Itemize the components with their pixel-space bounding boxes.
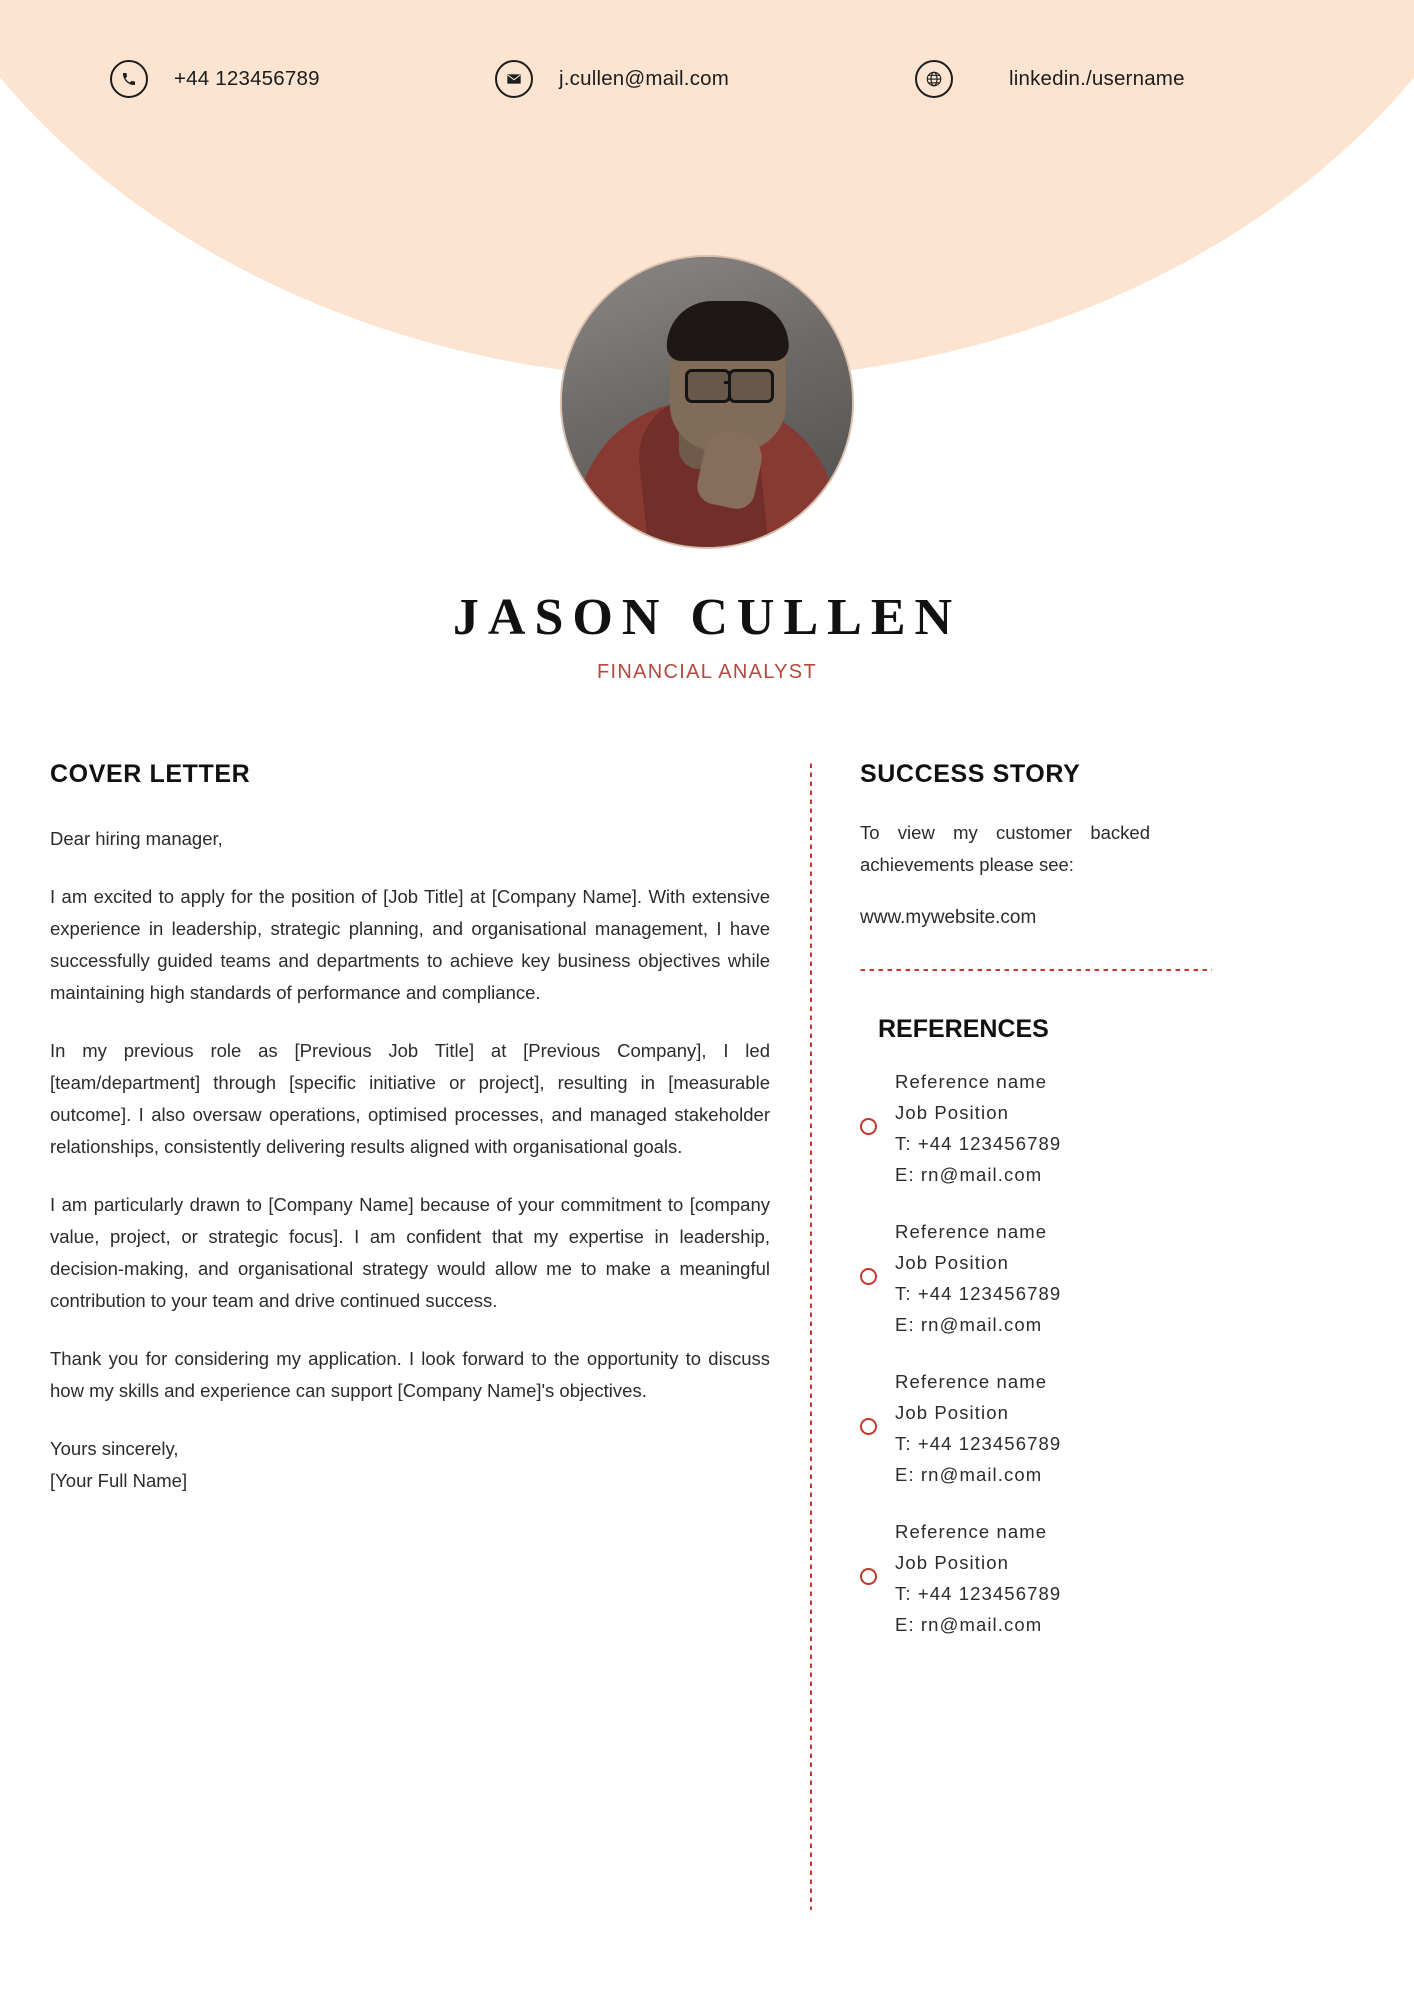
sidebar-column	[812, 760, 1364, 1910]
cover-letter-salutation: Dear hiring manager,	[50, 828, 223, 849]
phone-icon	[110, 60, 148, 98]
globe-icon	[915, 60, 953, 98]
bullet-icon	[860, 1118, 877, 1135]
reference-details	[895, 1216, 1061, 1340]
contact-email-text: j.cullen@mail.com	[559, 67, 730, 90]
contact-phone-text: +44 123456789	[174, 67, 320, 90]
success-story-website[interactable]: www.mywebsite.com	[860, 907, 1037, 928]
job-title: FINANCIAL ANALYST	[597, 661, 817, 683]
document-body	[0, 760, 1414, 1910]
reference-details	[895, 1516, 1061, 1640]
reference-name: Reference name	[895, 1521, 1048, 1542]
page-title: JASON CULLEN	[452, 589, 962, 646]
contact-website-text: linkedin./username	[1009, 67, 1185, 90]
photo-glasses-bridge	[724, 381, 730, 384]
cover-letter-signature: [Your Full Name]	[50, 1470, 188, 1491]
contact-item-email	[495, 60, 915, 98]
cover-letter-heading: COVER LETTER	[50, 760, 251, 788]
cover-letter-column	[50, 760, 810, 1910]
list-item	[860, 1366, 1364, 1490]
sidebar-divider	[860, 969, 1212, 971]
reference-phone: T: +44 123456789	[895, 1583, 1062, 1604]
reference-position: Job Position	[895, 1402, 1009, 1423]
reference-position: Job Position	[895, 1252, 1009, 1273]
reference-name: Reference name	[895, 1071, 1048, 1092]
reference-details	[895, 1366, 1061, 1490]
cover-letter-paragraph: In my previous role as [Previous Job Title] at [Previous Company], I led [team/department] through [specific initiative or project], resulting in [measurable outcome]. I also oversaw operations, optimised processes, and managed stakeholder relationships, consistently delivering results aligned with organisational goals.	[50, 1040, 770, 1157]
contact-bar	[0, 60, 1414, 98]
photo-glasses-left	[685, 369, 731, 403]
photo-glasses-right	[728, 369, 774, 403]
reference-email: E: rn@mail.com	[895, 1614, 1043, 1635]
envelope-icon	[495, 60, 533, 98]
bullet-icon	[860, 1268, 877, 1285]
bullet-icon	[860, 1568, 877, 1585]
portrait-photo	[562, 257, 852, 547]
list-item	[860, 1216, 1364, 1340]
cover-letter-paragraph: Thank you for considering my application. I look forward to the opportunity to discuss how my skills and experience can support [Company Name]'s objectives.	[50, 1348, 770, 1401]
success-story-text: To view my customer backed achievements please see:	[860, 822, 1150, 875]
cover-letter-paragraph: I am excited to apply for the position of [Job Title] at [Company Name]. With extensive experience in leadership, strategic planning, and organisational management, I have successfully guided teams and departments to achieve key business objectives while maintaining high standards of performance and compliance.	[50, 886, 770, 1003]
references-heading: REFERENCES	[878, 1015, 1049, 1043]
list-item	[860, 1066, 1364, 1190]
reference-email: E: rn@mail.com	[895, 1164, 1043, 1185]
reference-email: E: rn@mail.com	[895, 1464, 1043, 1485]
reference-phone: T: +44 123456789	[895, 1283, 1062, 1304]
avatar	[560, 255, 854, 549]
reference-position: Job Position	[895, 1552, 1009, 1573]
reference-name: Reference name	[895, 1371, 1048, 1392]
contact-item-phone	[110, 60, 495, 98]
list-item	[860, 1516, 1364, 1640]
reference-phone: T: +44 123456789	[895, 1133, 1062, 1154]
contact-item-website	[915, 60, 1304, 98]
cover-letter-closing: Yours sincerely,	[50, 1438, 179, 1459]
success-story-heading: SUCCESS STORY	[860, 760, 1081, 788]
name-block	[0, 588, 1414, 684]
reference-name: Reference name	[895, 1221, 1048, 1242]
reference-details	[895, 1066, 1061, 1190]
cover-letter-paragraph: I am particularly drawn to [Company Name] because of your commitment to [company value, project, or strategic focus]. I am confident that my expertise in leadership, decision-making, and organisational strategy would allow me to make a meaningful contribution to your team and drive continued success.	[50, 1194, 770, 1311]
reference-email: E: rn@mail.com	[895, 1314, 1043, 1335]
photo-hair	[667, 301, 789, 361]
bullet-icon	[860, 1418, 877, 1435]
reference-phone: T: +44 123456789	[895, 1433, 1062, 1454]
reference-position: Job Position	[895, 1102, 1009, 1123]
